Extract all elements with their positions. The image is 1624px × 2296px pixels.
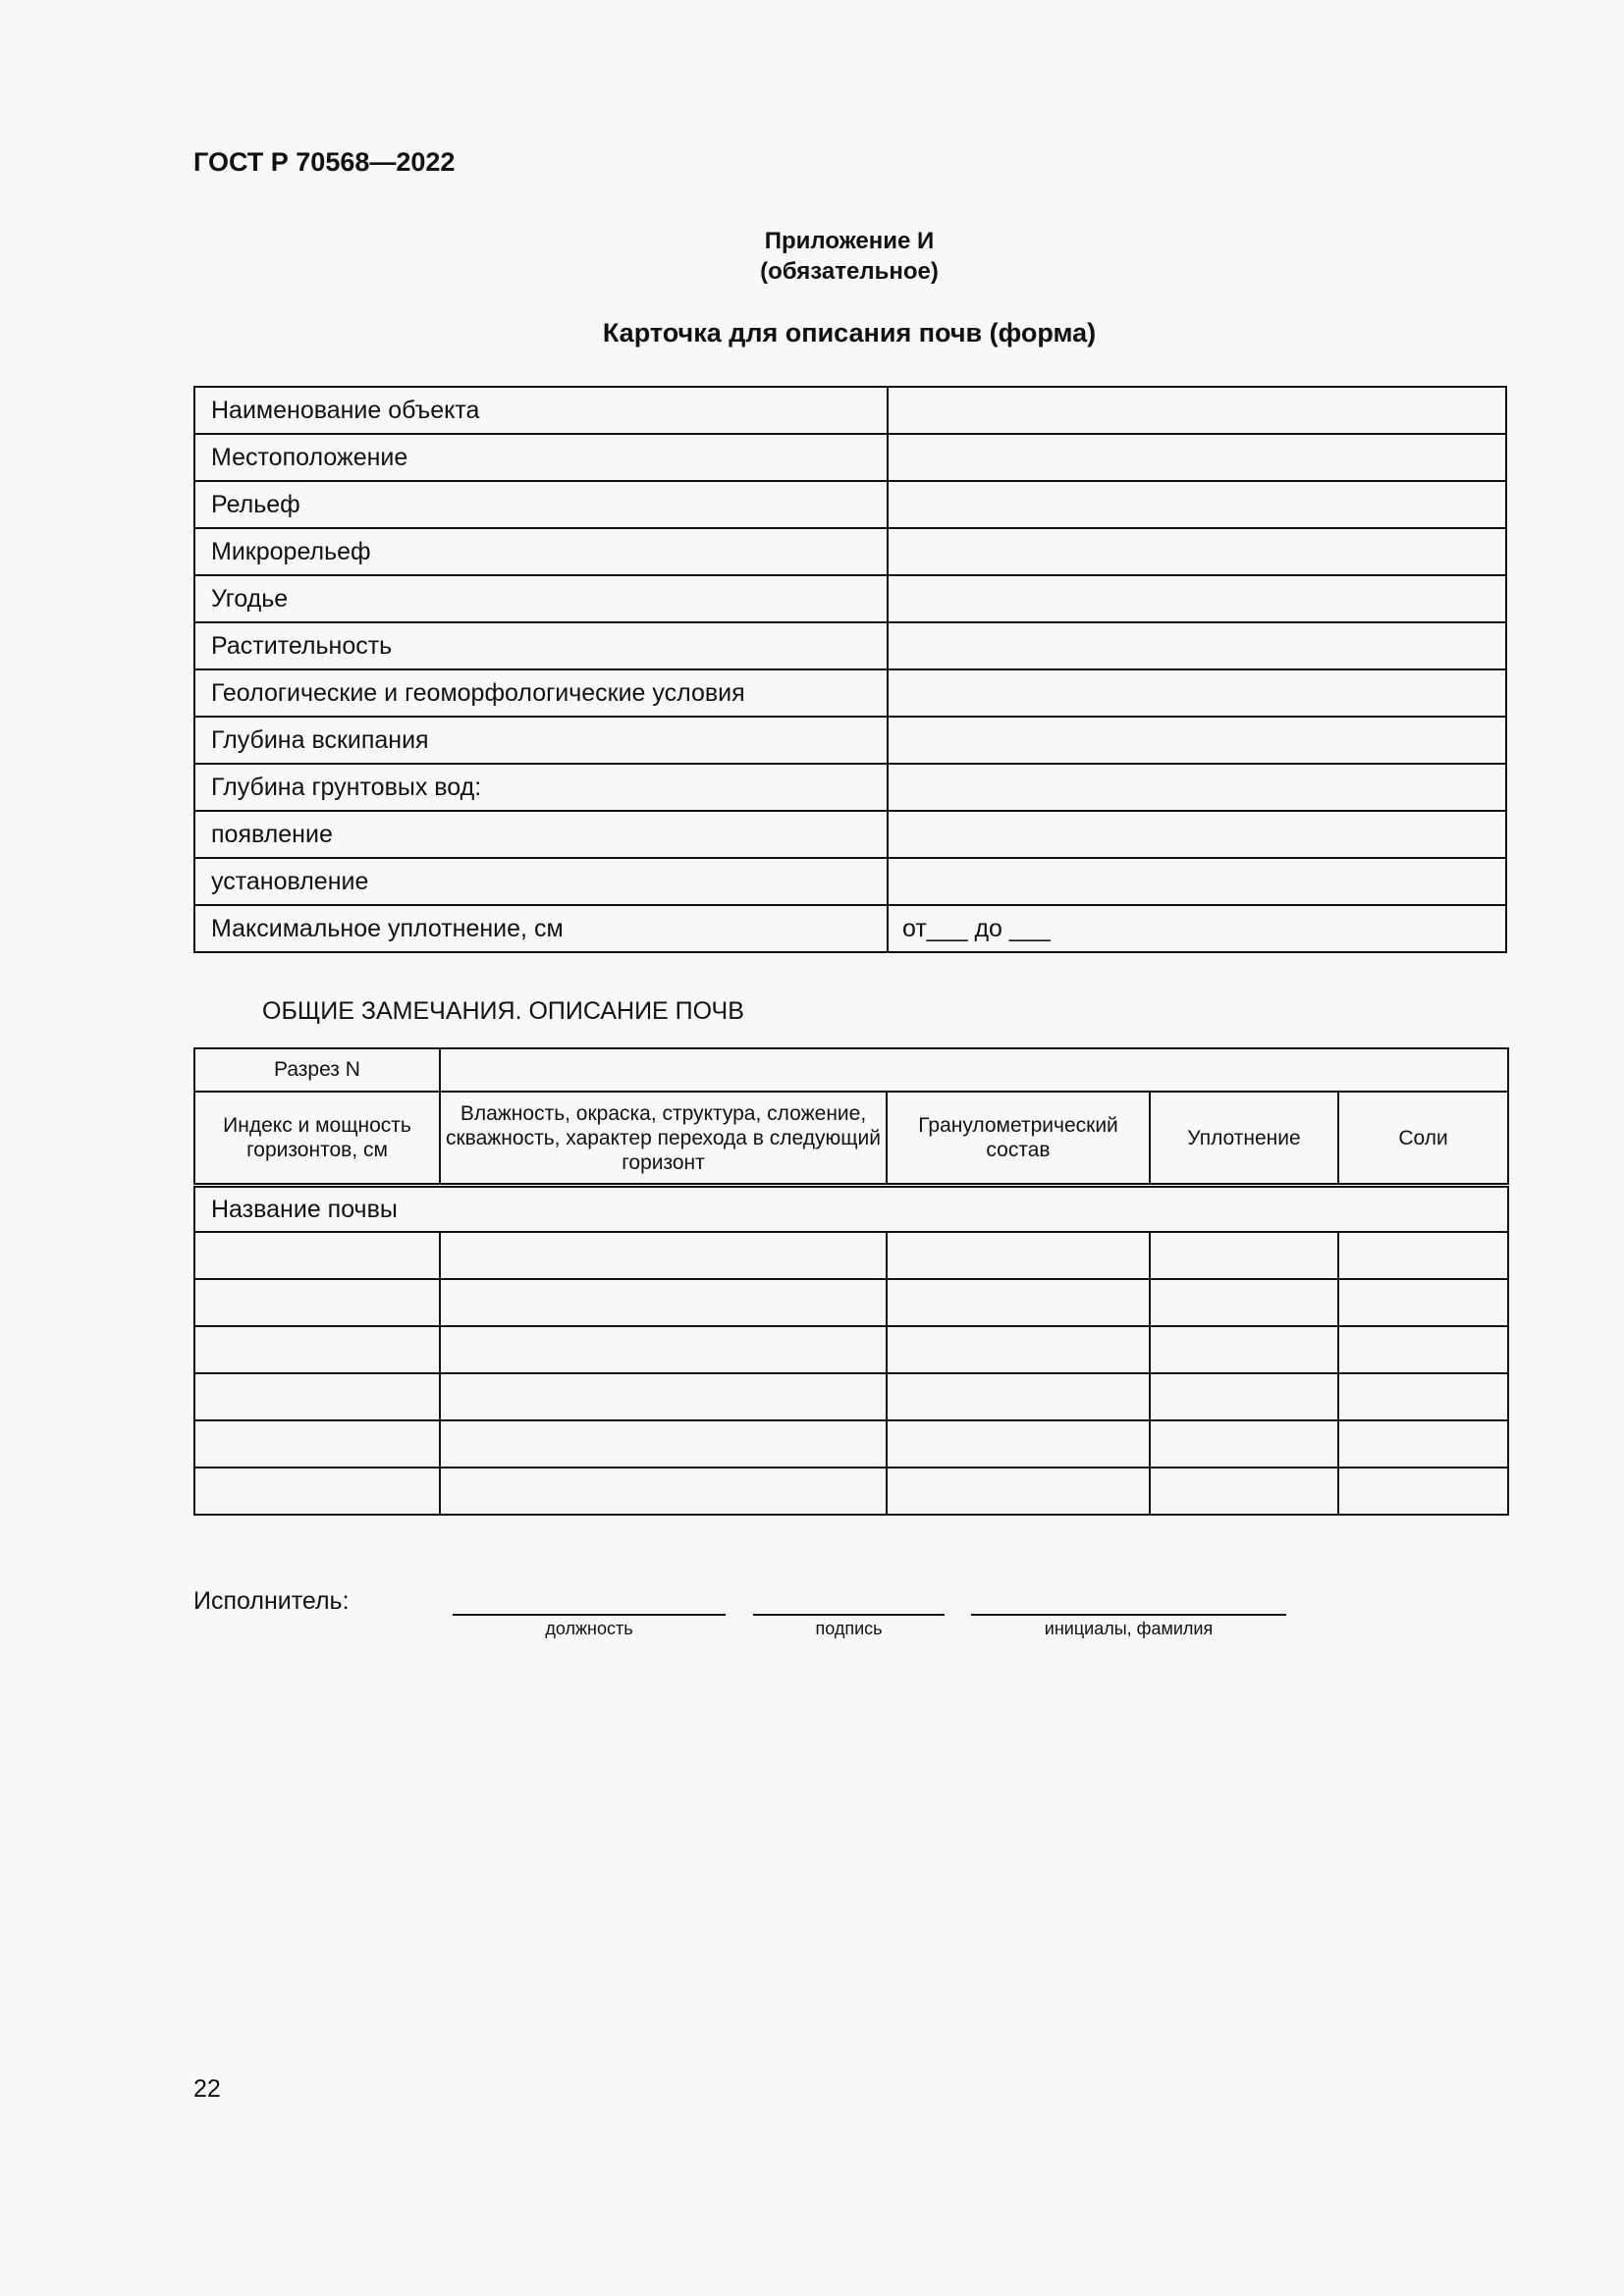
table-cell[interactable] — [887, 1468, 1150, 1515]
table-cell[interactable] — [1338, 1232, 1508, 1279]
table-cell[interactable] — [440, 1326, 887, 1373]
row-value[interactable]: от___ до ___ — [888, 905, 1506, 952]
row-value[interactable] — [888, 669, 1506, 717]
table-cell[interactable] — [1338, 1279, 1508, 1326]
table-row — [194, 669, 1506, 717]
document-code: ГОСТ Р 70568—2022 — [193, 147, 456, 177]
column-header-properties: Влажность, окраска, структура, сложение, скважность, характер перехода в следующий горизонт — [440, 1092, 887, 1186]
page-number: 22 — [193, 2075, 221, 2103]
table-cell[interactable] — [440, 1279, 887, 1326]
row-label: появление — [194, 811, 888, 858]
signature-caption: подпись — [815, 1619, 883, 1638]
table-cell[interactable] — [440, 1468, 887, 1515]
table-cell[interactable] — [887, 1232, 1150, 1279]
table-row — [194, 1279, 1508, 1326]
appendix-status: (обязательное) — [760, 258, 939, 285]
executor-label: Исполнитель: — [193, 1587, 350, 1615]
signature-line[interactable] — [753, 1614, 945, 1639]
table-cell[interactable] — [194, 1279, 440, 1326]
name-caption: инициалы, фамилия — [1044, 1619, 1214, 1638]
row-value[interactable] — [888, 858, 1506, 905]
row-value[interactable] — [888, 622, 1506, 669]
section-value[interactable] — [440, 1048, 1508, 1092]
row-value[interactable] — [888, 717, 1506, 764]
table-row — [194, 764, 1506, 811]
table-row — [194, 858, 1506, 905]
soil-profile-table — [193, 1047, 1509, 1516]
table-cell[interactable] — [1150, 1279, 1338, 1326]
table-row — [194, 1468, 1508, 1515]
row-value[interactable] — [888, 387, 1506, 434]
row-value[interactable] — [888, 481, 1506, 528]
column-header-horizon: Индекс и мощность горизонтов, см — [194, 1092, 440, 1186]
table-cell[interactable] — [887, 1420, 1150, 1468]
table-cell[interactable] — [194, 1232, 440, 1279]
appendix-title: Приложение И — [764, 228, 935, 254]
row-label: Глубина вскипания — [194, 717, 888, 764]
row-label: Рельеф — [194, 481, 888, 528]
table-cell[interactable] — [1338, 1420, 1508, 1468]
table-cell[interactable] — [1338, 1373, 1508, 1420]
row-label: Микрорельеф — [194, 528, 888, 575]
row-value[interactable] — [888, 811, 1506, 858]
row-label: установление — [194, 858, 888, 905]
table-row — [194, 481, 1506, 528]
table-cell[interactable] — [1150, 1420, 1338, 1468]
table-row — [194, 528, 1506, 575]
row-label: Глубина грунтовых вод: — [194, 764, 888, 811]
row-value[interactable] — [888, 434, 1506, 481]
position-caption: должность — [545, 1619, 633, 1638]
table-cell[interactable] — [1150, 1232, 1338, 1279]
row-label: Местоположение — [194, 434, 888, 481]
row-value[interactable] — [888, 764, 1506, 811]
card-title: Карточка для описания почв (форма) — [602, 318, 1097, 347]
table-cell[interactable] — [887, 1373, 1150, 1420]
site-description-table — [193, 386, 1507, 953]
name-signature-line[interactable] — [971, 1614, 1286, 1639]
table-row — [194, 1420, 1508, 1468]
table-row — [194, 575, 1506, 622]
position-signature-line[interactable] — [453, 1614, 726, 1639]
table-cell[interactable] — [194, 1326, 440, 1373]
section-label: Разрез N — [194, 1048, 440, 1092]
table-cell[interactable] — [1150, 1468, 1338, 1515]
table-cell[interactable] — [1338, 1326, 1508, 1373]
table-cell[interactable] — [194, 1468, 440, 1515]
table-row — [194, 622, 1506, 669]
row-label: Геологические и геоморфологические условия — [194, 669, 888, 717]
soil-name-label: Название почвы — [194, 1186, 1508, 1233]
row-value[interactable] — [888, 575, 1506, 622]
table-cell[interactable] — [440, 1373, 887, 1420]
table-cell[interactable] — [440, 1232, 887, 1279]
header-row — [194, 1092, 1508, 1186]
column-header-granulometry: Гранулометрический состав — [887, 1092, 1150, 1186]
table-row — [194, 387, 1506, 434]
remarks-heading: ОБЩИЕ ЗАМЕЧАНИЯ. ОПИСАНИЕ ПОЧВ — [262, 997, 744, 1025]
row-label: Угодье — [194, 575, 888, 622]
table-cell[interactable] — [194, 1373, 440, 1420]
table-cell[interactable] — [1150, 1326, 1338, 1373]
table-row — [194, 1232, 1508, 1279]
table-cell[interactable] — [194, 1420, 440, 1468]
table-cell[interactable] — [1150, 1373, 1338, 1420]
table-row — [194, 1373, 1508, 1420]
table-row — [194, 811, 1506, 858]
table-cell[interactable] — [887, 1326, 1150, 1373]
table-row — [194, 434, 1506, 481]
table-cell[interactable] — [1338, 1468, 1508, 1515]
column-header-compaction: Уплотнение — [1150, 1092, 1338, 1186]
column-header-salts: Соли — [1338, 1092, 1508, 1186]
table-row — [194, 905, 1506, 952]
table-row — [194, 717, 1506, 764]
section-row — [194, 1048, 1508, 1092]
row-label: Растительность — [194, 622, 888, 669]
table-row — [194, 1326, 1508, 1373]
row-label: Максимальное уплотнение, см — [194, 905, 888, 952]
table-cell[interactable] — [440, 1420, 887, 1468]
soil-name-row — [194, 1186, 1508, 1233]
row-label: Наименование объекта — [194, 387, 888, 434]
appendix-heading — [0, 226, 1624, 287]
table-cell[interactable] — [887, 1279, 1150, 1326]
row-value[interactable] — [888, 528, 1506, 575]
